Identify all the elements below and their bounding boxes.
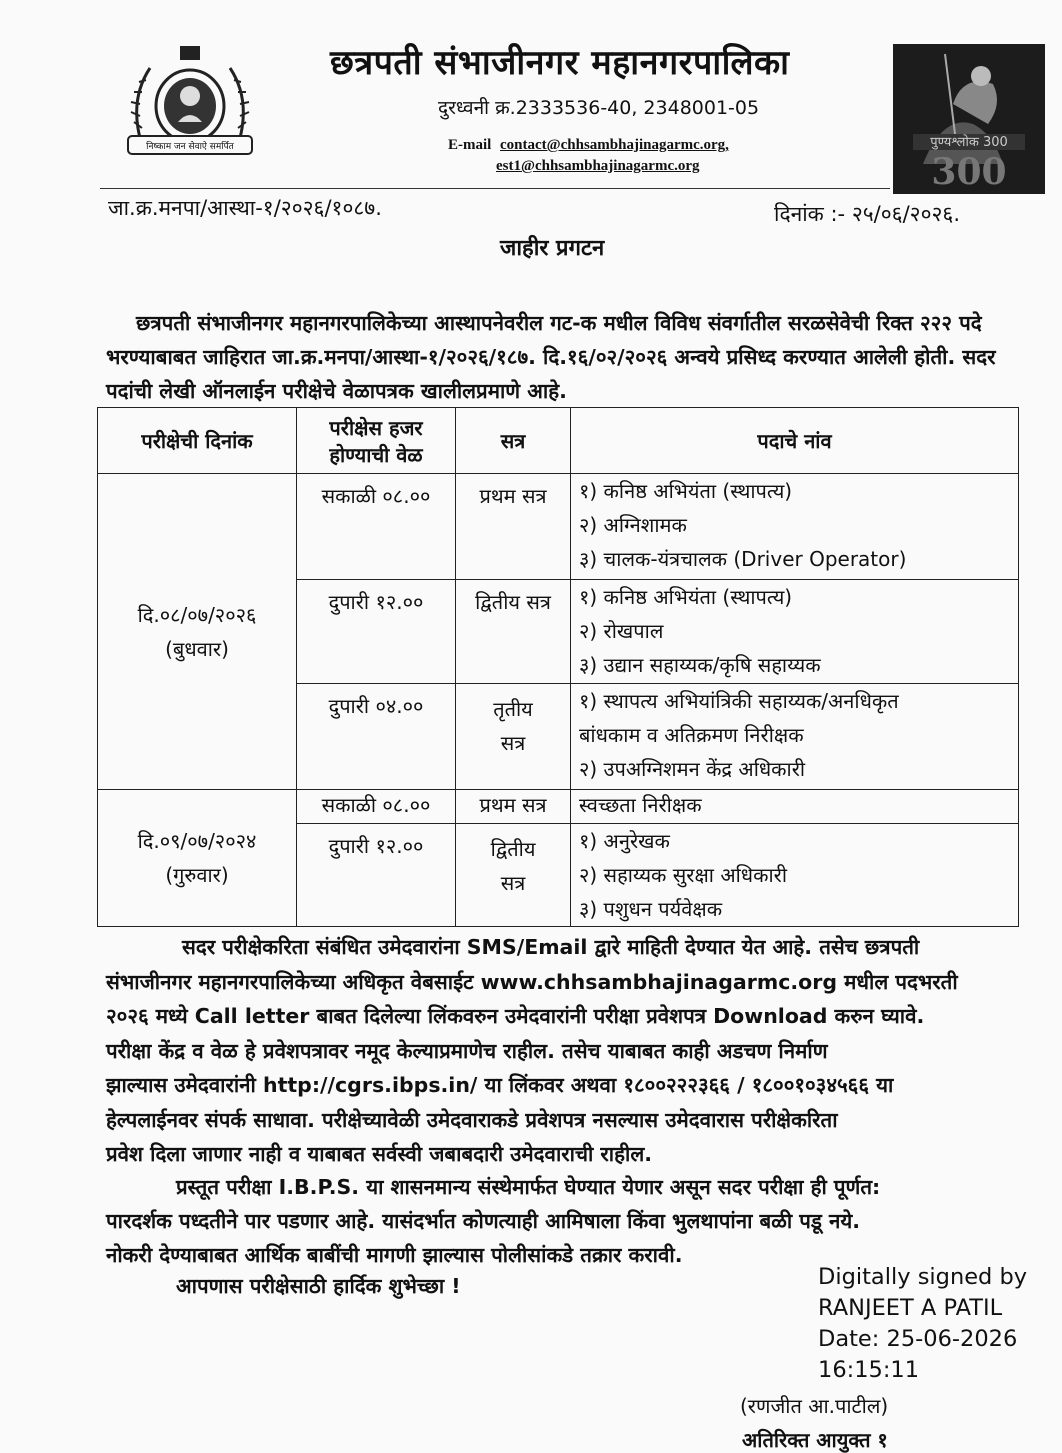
day1-s1-time: सकाळी ०८.००: [297, 474, 456, 580]
header-session: सत्र: [456, 408, 571, 474]
intro-paragraph-text: छत्रपती संभाजीनगर महानगरपालिकेच्या आस्थापनेवरील गट-क मधील विविध संवर्गातील सरळसेवेची रिक्त २२२ पदे भरण्याबाबत जाहिरात जा.क्र.मनपा/आस्था-१/२०२६/१८७. दि.१६/०२/२०२६ अन्वये प्रसिध्द करण्यात आलेली होती. सदर पदांची लेखी ऑनलाईन परीक्षेचे वेळापत्रक खालीलप्रमाणे आहे.: [106, 311, 996, 403]
day2-date-cell: [98, 790, 297, 927]
table-row: [98, 474, 1019, 580]
list-item: २) उपअग्निशमन केंद्र अधिकारी: [579, 757, 806, 781]
para2-line: सदर परीक्षेकरिता संबंधित उमेदवारांना SMS/Email द्वारे माहिती देण्यात येत आहे. तसेच छत्रपती: [182, 935, 920, 959]
exam-schedule-table: [97, 407, 1019, 927]
digital-signature-block: [818, 1262, 1027, 1386]
para2-line: २०२६ मध्ये Call letter बाबत दिलेल्या लिंकवरुन उमेदवारांनी परीक्षा प्रवेशपत्र Download करुन घ्यावे.: [106, 1004, 925, 1028]
day2-s2-time: दुपारी १२.००: [297, 824, 456, 927]
notice-date: दिनांक :- २५/०६/२०२६.: [774, 202, 961, 226]
para2-line: झाल्यास उमेदवारांनी http://cgrs.ibps.in/ या लिंकवर अथवा १८००२२२३६६ / १८००१०३४५६६ या: [106, 1073, 894, 1097]
instructions-paragraph: [106, 930, 1006, 1172]
day1-s2-time: दुपारी १२.००: [297, 580, 456, 684]
para3-line: पारदर्शक पध्दतीने पार पडणार आहे. यासंदर्भात कोणत्याही आमिषाला किंवा भुलथापांना बळी पडू नये.: [106, 1209, 861, 1233]
day1-date-cell: [98, 474, 297, 790]
signature-line1: Digitally signed by: [818, 1264, 1028, 1290]
day1-s1-posts: [571, 474, 1019, 580]
reference-number: जा.क्र.मनपा/आस्था-१/२०२६/१०८७.: [108, 196, 382, 220]
organization-title: छत्रपती संभाजीनगर महानगरपालिका: [330, 43, 790, 83]
photo-caption: पुण्यश्लोक 300: [930, 135, 1008, 150]
list-item: २) अग्निशामक: [579, 513, 687, 537]
table-row: [98, 790, 1019, 824]
day1-weekday: (बुधवार): [165, 636, 229, 661]
para2-line: हेल्पलाईनवर संपर्क साधावा. परीक्षेच्यावेळी उमेदवाराकडे प्रवेशपत्र नसल्यास उमेदवारास परीक्षेकरिता: [106, 1107, 838, 1132]
day1-s3-session: [456, 684, 571, 790]
day2-s2-posts: [571, 824, 1019, 927]
para2-line: संभाजीनगर महानगरपालिकेच्या अधिकृत वेबसाईट www.chhsambhajinagarmc.org मधील पदभरती: [106, 969, 958, 994]
day2-s1-session: प्रथम सत्र: [456, 790, 571, 824]
municipal-seal-logo: [120, 38, 260, 168]
day1-s3-posts: [571, 684, 1019, 790]
email-label: E-mail: [448, 137, 492, 153]
punyashlok-300-emblem: [893, 44, 1045, 194]
signature-line2: RANJEET A PATIL: [818, 1295, 1003, 1321]
para3-line: प्रस्तूत परीक्षा I.B.P.S. या शासनमान्य संस्थेमार्फत घेण्यात येणार असून सदर परीक्षा ही पूर्णत:: [176, 1175, 881, 1199]
header-time-line1: परीक्षेस हजर: [329, 415, 423, 440]
list-item: २) रोखपाल: [579, 619, 664, 643]
signatory-name: (रणजीत आ.पाटील): [740, 1394, 889, 1418]
list-item: १) कनिष्ठ अभियंता (स्थापत्य): [579, 479, 793, 503]
para3-line: नोकरी देण्याबाबत आर्थिक बाबींची मागणी झाल्यास पोलीसांकडे तक्रार करावी.: [106, 1243, 683, 1267]
day1-s2-session: द्वितीय सत्र: [456, 580, 571, 684]
signature-line3: Date: 25-06-2026: [818, 1326, 1018, 1352]
day2-s2-session: [456, 824, 571, 927]
best-wishes: आपणास परीक्षेसाठी हार्दिक शुभेच्छा !: [176, 1274, 461, 1298]
email-link-est1[interactable]: est1@chhsambhajinagarmc.org: [496, 158, 700, 174]
para2-line: परीक्षा केंद्र व वेळ हे प्रवेशपत्रावर नमूद केल्याप्रमाणेच राहील. तसेच याबाबत काही अडचण निर्माण: [106, 1038, 828, 1063]
day2-s1-posts: [571, 790, 1019, 824]
para2-line: प्रवेश दिला जाणार नाही व याबाबत सर्वस्वी जबाबदारी उमेदवाराची राहील.: [106, 1142, 652, 1166]
seal-motto: निष्काम जन सेवाऐ समर्पित: [146, 142, 234, 152]
signature-line4: 16:15:11: [818, 1357, 920, 1383]
table-header-row: [98, 408, 1019, 474]
day1-s1-session: प्रथम सत्र: [456, 474, 571, 580]
day1-date: दि.०८/०७/२०२६: [137, 602, 257, 627]
list-item: बांधकाम व अतिक्रमण निरीक्षक: [579, 723, 804, 747]
signatory-designation: अतिरिक्त आयुक्त १: [742, 1428, 888, 1452]
day1-s3-time: दुपारी ०४.००: [297, 684, 456, 790]
list-item: ३) उद्यान सहाय्यक/कृषि सहाय्यक: [579, 653, 821, 677]
notice-heading: जाहीर प्रगटन: [500, 236, 605, 261]
header-reporting-time: [297, 408, 456, 474]
phone-numbers: दुरध्वनी क्र.2333536-40, 2348001-05: [438, 97, 760, 119]
header-post-name: पदाचे नांव: [571, 408, 1019, 474]
header-divider: [100, 188, 890, 189]
list-item: १) कनिष्ठ अभियंता (स्थापत्य): [579, 585, 793, 609]
day2-s2-session-line1: द्वितीय: [490, 837, 536, 861]
day2-date: दि.०९/०७/२०२४: [137, 829, 257, 853]
list-item: ३) चालक-यंत्रचालक (Driver Operator): [579, 547, 907, 571]
list-item: १) स्थापत्य अभियांत्रिकी सहाय्यक/अनधिकृत: [579, 689, 899, 713]
list-item: १) अनुरेखक: [579, 829, 670, 853]
day1-s2-posts: [571, 580, 1019, 684]
svg-text:300: 300: [931, 151, 1007, 193]
day1-s3-session-line2: सत्र: [500, 731, 526, 755]
day2-s1-time: सकाळी ०८.००: [297, 790, 456, 824]
email-link-contact[interactable]: contact@chhsambhajinagarmc.org,: [500, 137, 729, 153]
list-item: ३) पशुधन पर्यवेक्षक: [579, 897, 723, 921]
list-item: २) सहाय्यक सुरक्षा अधिकारी: [579, 863, 787, 887]
day1-s3-session-line1: तृतीय: [493, 697, 533, 721]
header-exam-date: परीक्षेची दिनांक: [98, 408, 297, 474]
ibps-paragraph: [106, 1170, 1006, 1272]
day2-s2-session-line2: सत्र: [500, 871, 526, 895]
header-time-line2: होण्याची वेळ: [329, 442, 423, 467]
intro-paragraph: [106, 306, 1018, 408]
day2-weekday: (गुरुवार): [165, 863, 229, 887]
list-item: स्वच्छता निरीक्षक: [579, 793, 702, 817]
